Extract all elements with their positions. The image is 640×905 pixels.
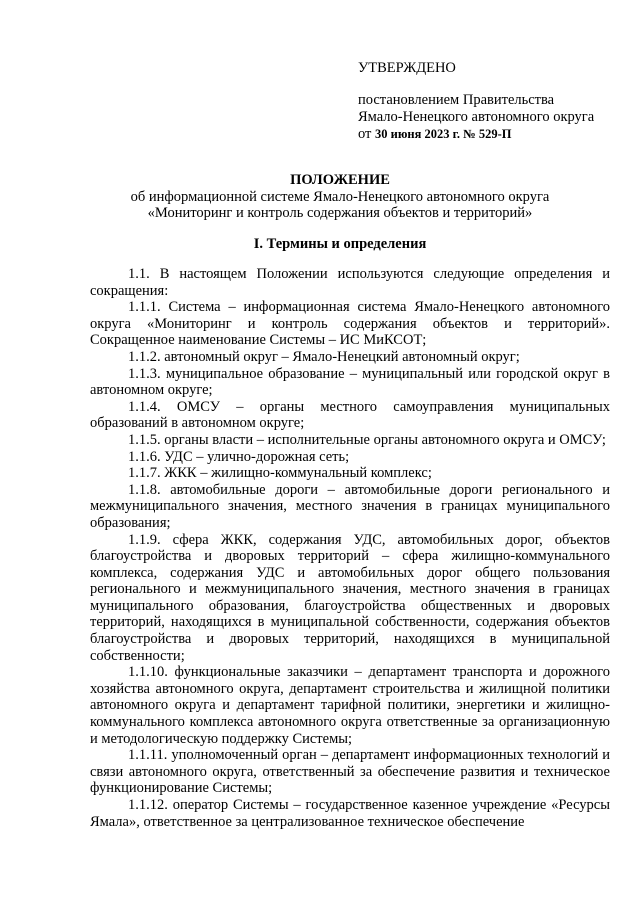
paragraph: 1.1.6. УДС – улично-дорожная сеть; — [128, 448, 350, 465]
document-body — [90, 266, 610, 830]
approval-head: УТВЕРЖДЕНО — [358, 60, 456, 76]
section-heading: I. Термины и определения — [253, 236, 427, 252]
paragraph: 1.1.10. функциональные заказчики – департамент транспорта и дорожного хозяйства автономного округа, департамент строительства и жилищной политики автономного округа и департамент тарифной политики, энергетики и жилищно-коммунального комплекса автономного округа ответственные за организационную и методологическую поддержку Системы; — [90, 664, 610, 747]
approval-date-value: 30 июня 2023 г. № 529-П — [375, 127, 512, 141]
approval-date-prefix: от — [358, 126, 372, 142]
approval-date-line — [358, 126, 618, 143]
paragraph: 1.1.5. органы власти – исполнительные органы автономного округа и ОМСУ; — [128, 431, 606, 448]
paragraph: 1.1.4. ОМСУ – органы местного самоуправления муниципальных образований в автономном округе; — [90, 398, 610, 432]
paragraph: 1.1.1. Система – информационная система Ямало-Ненецкого автономного округа «Мониторинг и контроль содержания объектов и территорий». Сокращенное наименование Системы – ИС МиКСОТ; — [90, 299, 610, 349]
document-title-block — [90, 172, 590, 222]
paragraph: 1.1.11. уполномоченный орган – департамент информационных технологий и связи автономного округа, ответственный за обеспечение развития и техническое функционирование Системы; — [90, 747, 610, 797]
document-subtitle-1: об информационной системе Ямало-Ненецкого автономного округа — [130, 188, 550, 205]
approval-line-2: Ямало-Ненецкого автономного округа — [358, 109, 595, 125]
paragraph: 1.1.9. сфера ЖКК, содержания УДС, автомобильных дорог, объектов благоустройства и дворовых территорий – сфера жилищно-коммунального комплекса, содержания УДС и автомобильных дорог общего пользования регионального и межмуниципального значения, местного значения в границах муниципального образования, благоустройства общественных и дворовых территорий, находящихся в муниципальной собственности, содержания объектов благоустройства и дворовых территорий, находящихся в муниципальной собственности; — [90, 531, 610, 664]
approval-stamp — [358, 60, 618, 143]
paragraph: 1.1.7. ЖКК – жилищно-коммунальный комплекс; — [128, 465, 432, 482]
approval-line-1: постановлением Правительства — [358, 92, 555, 108]
paragraph: 1.1.8. автомобильные дороги – автомобильные дороги регионального и межмуниципального значения, местного значения в границах муниципального образования; — [90, 481, 610, 531]
paragraph: 1.1.3. муниципальное образование – муниципальный или городской округ в автономном округе; — [90, 365, 610, 399]
paragraph: 1.1. В настоящем Положении используются следующие определения и сокращения: — [90, 266, 610, 299]
paragraph: 1.1.12. оператор Системы – государственное казенное учреждение «Ресурсы Ямала», ответственное за централизованное техническое обеспечение — [90, 797, 610, 830]
document-subtitle-2: «Мониторинг и контроль содержания объектов и территорий» — [147, 205, 533, 221]
paragraph: 1.1.2. автономный округ – Ямало-Ненецкий автономный округ; — [128, 348, 520, 365]
document-title: ПОЛОЖЕНИЕ — [290, 172, 390, 188]
